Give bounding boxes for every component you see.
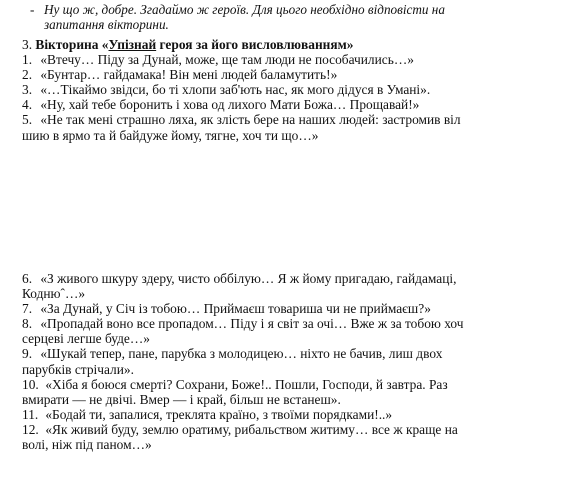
question-text-line-2: Коднюˆ…» xyxy=(22,286,86,302)
question-text: «Бунтар… гайдамака! Він мені людей баламутить!» xyxy=(40,67,338,83)
question-text-line-1: «Не так мені страшно ляха, як злість бере на наших людей: застромив віл xyxy=(40,112,461,128)
question-item xyxy=(22,52,554,67)
question-text-line-2: волі, ніж під паном…» xyxy=(22,437,152,453)
question-text: «Втечу… Піду за Дунай, може, ще там люди не пособачились…» xyxy=(40,52,414,68)
question-text-line-2: парубків стрічали». xyxy=(22,361,134,377)
question-text: «Бодай ти, запалися, треклята країно, з твоїми порядками!..» xyxy=(45,406,393,422)
list-dash: - xyxy=(30,2,35,17)
question-number: 5. xyxy=(22,112,33,128)
question-item xyxy=(22,97,554,112)
intro-line-1: Ну що ж, добре. Згадаймо ж героїв. Для цього необхідно відповісти на xyxy=(44,2,445,17)
question-continuation xyxy=(22,331,554,346)
question-text: «…Тікаймо звідси, бо ті хлопи заб'ють нас, як мого дідуся в Умані». xyxy=(40,82,431,98)
question-number: 6. xyxy=(22,271,33,286)
question-item xyxy=(22,377,554,392)
question-number: 2. xyxy=(22,67,33,83)
question-text-line-1: «Пропадай воно все пропадом… Піду і я світ за очі… Вже ж за тобою хоч xyxy=(40,316,464,332)
section-title-prefix: Вікторина « xyxy=(35,37,109,52)
question-item xyxy=(22,407,554,422)
question-number: 12. xyxy=(22,421,39,437)
question-number: 7. xyxy=(22,301,33,317)
question-number: 9. xyxy=(22,346,33,362)
question-item xyxy=(22,301,554,316)
question-item xyxy=(22,271,554,286)
question-text-line-1: «З живого шкуру здеру, чисто оббілую… Я ж йому пригадаю, гайдамаці, xyxy=(40,271,457,286)
question-item xyxy=(22,422,554,437)
question-continuation xyxy=(22,392,554,407)
question-number: 8. xyxy=(22,316,33,332)
question-continuation xyxy=(22,437,554,452)
question-item xyxy=(22,67,554,82)
question-item xyxy=(22,112,554,127)
question-text-line-1: «Шукай тепер, пане, парубка з молодицею… ніхто не бачив, лиш двох xyxy=(40,346,443,362)
quiz-bottom-block xyxy=(22,271,554,452)
question-number: 10. xyxy=(22,376,39,392)
question-continuation xyxy=(22,128,554,143)
question-text-line-2: шию в ярмо та й байдуже йому, тягне, хоч ти що…» xyxy=(22,127,319,143)
question-number: 11. xyxy=(22,406,39,422)
quiz-top-block xyxy=(22,37,554,143)
question-continuation xyxy=(22,362,554,377)
question-text: «За Дунай, у Січ із тобою… Приймаєш товариша чи не приймаєш?» xyxy=(40,301,431,317)
section-number: 3. xyxy=(22,37,33,52)
section-title-underlined: Упізнай xyxy=(108,37,157,52)
question-text-line-2: вмирати — не двічі. Вмер — і край, більш не встанеш». xyxy=(22,391,341,407)
question-text-line-2: серцеві легше буде…» xyxy=(22,331,150,347)
question-number: 1. xyxy=(22,52,33,68)
question-continuation xyxy=(22,286,554,301)
intro-paragraph xyxy=(30,2,554,32)
section-title xyxy=(22,37,554,52)
question-text-line-1: «Хіба я боюся смерті? Сохрани, Боже!.. Пошли, Господи, й завтра. Раз xyxy=(45,376,448,392)
question-text: «Ну, хай тебе боронить і хова од лихого Мати Божа… Прощавай!» xyxy=(40,97,420,113)
question-item xyxy=(22,82,554,97)
question-item xyxy=(22,316,554,331)
intro-line-2: запитання вікторини. xyxy=(44,17,169,32)
section-title-rest: героя за його висловлюванням» xyxy=(156,37,354,52)
question-item xyxy=(22,346,554,361)
question-number: 3. xyxy=(22,82,33,98)
question-number: 4. xyxy=(22,97,33,113)
question-text-line-1: «Як живий буду, землю оратиму, рибальством житиму… все ж краще на xyxy=(45,421,458,437)
